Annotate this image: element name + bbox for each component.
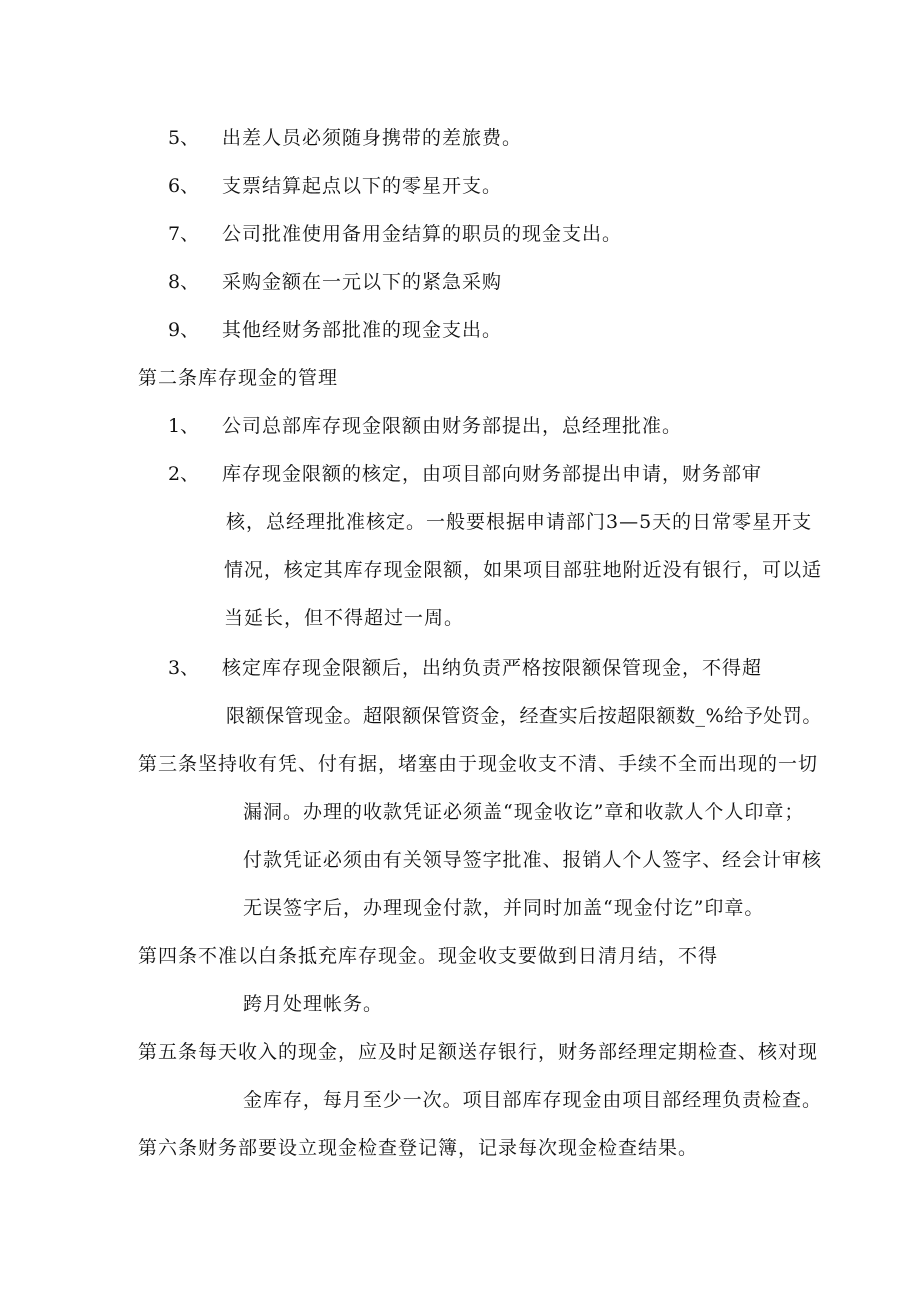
article-paragraph: 第五条每天收入的现金，应及时足额送存银行，财务部经理定期检查、核对现 [138, 1041, 819, 1063]
article-paragraph: 漏洞。办理的收款凭证必须盖“现金收讫”章和收款人个人印章； [243, 801, 805, 823]
list-item-number: 7、 [168, 223, 200, 245]
list-item-text: 核定库存现金限额后，出纳负责严格按限额保管现金，不得超 [222, 657, 763, 679]
list-item-number: 3、 [168, 657, 200, 679]
list-item-text: 公司总部库存现金限额由财务部提出，总经理批准。 [222, 415, 683, 437]
list-item-number: 6、 [168, 175, 200, 197]
article-paragraph: 第四条不准以白条抵充库存现金。现金收支要做到日清月结，不得 [138, 945, 719, 967]
list-item-text: 采购金额在一元以下的紧急采购 [222, 271, 503, 293]
list-item-text: 出差人员必须随身携带的差旅费。 [222, 127, 523, 149]
list-item-text: 其他经财务部批准的现金支出。 [222, 319, 503, 341]
list-item-text: 支票结算起点以下的零星开支。 [222, 175, 503, 197]
list-item-number: 1、 [168, 415, 200, 437]
article-paragraph: 金库存，每月至少一次。项目部库存现金由项目部经理负责检查。 [243, 1089, 822, 1111]
article-paragraph: 跨月处理帐务。 [243, 993, 384, 1015]
list-item-text: 限额保管现金。超限额保管资金，经查实后按超限额数_%给予处罚。 [226, 705, 822, 727]
article-paragraph: 第三条坚持收有凭、付有据，堵塞由于现金收支不清、手续不全而出现的一切 [138, 753, 819, 775]
list-item-text: 情况，核定其库存现金限额，如果项目部驻地附近没有银行，可以适 [224, 559, 822, 581]
list-item-number: 2、 [168, 463, 200, 485]
list-item-text: 当延长，但不得超过一周。 [224, 607, 465, 629]
list-item-number: 5、 [168, 127, 200, 149]
list-item-text: 公司批准使用备用金结算的职员的现金支出。 [222, 223, 623, 245]
list-item-number: 9、 [168, 319, 200, 341]
list-item-text: 核，总经理批准核定。一般要根据申请部门3—5天的日常零星开支 [226, 511, 813, 533]
list-item-number: 8、 [168, 271, 200, 293]
list-item-text: 库存现金限额的核定，由项目部向财务部提出申请，财务部审 [222, 463, 763, 485]
article-paragraph: 无误签字后，办理现金付款，并同时加盖“现金付讫”印章。 [243, 897, 765, 919]
article-paragraph: 付款凭证必须由有关领导签字批准、报销人个人签字、经会计审核 [243, 849, 822, 871]
article-paragraph: 第六条财务部要设立现金检查登记簿，记录每次现金检查结果。 [138, 1137, 699, 1159]
article-heading: 第二条库存现金的管理 [138, 367, 339, 389]
